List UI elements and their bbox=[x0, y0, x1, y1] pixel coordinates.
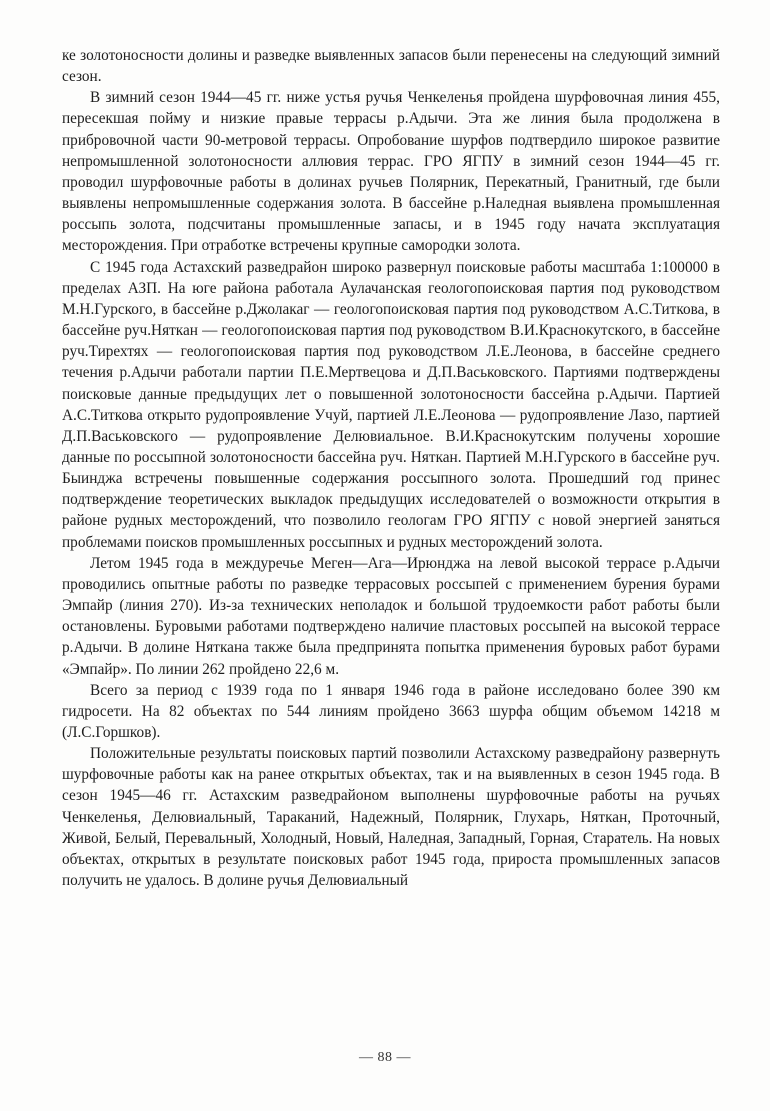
paragraph-search-works-1945: С 1945 года Астахский разведрайон широко развернул поисковые работы масштаба 1:100000 в пределах АЗП. На юге района работала Аулачанская геологопоисковая партия под руководством М.Н.Гурского, в бассейне р.Джолакаг — геологопоисковая партия под руководством А.С.Титкова, в бассейне руч.Няткан — геологопоисковая партия под руководством В.И.Краснокутского, в бассейне руч.Тирехтях — геологопоисковая партия под руководством Л.Е.Леонова, в бассейне среднего течения р.Адычи работали партии П.Е.Мертвецова и Д.П.Васьковского. Партиями подтверждены поисковые данные предыдущих лет о повышенной золотоносности бассейна р.Адычи. Партией А.С.Титкова открыто рудопроявление Учуй, партией Л.Е.Леонова — рудопроявление Лазо, партией Д.П.Васьковского — рудопроявление Делювиальное. В.И.Краснокутским получены хорошие данные по россыпной золотоносности бассейна руч. Няткан. Партией М.Н.Гурского в бассейне руч. Быинджа встречены повышенные содержания россыпного золота. Прошедший год принес подтверждение теоретических выкладок предыдущих исследователей о возможности открытия в районе рудных месторождений, что позволило геологам ГРО ЯГПУ с новой энергией заняться проблемами поисков промышленных россыпных и рудных месторождений золота. bbox=[62, 258, 720, 551]
paragraph-totals: Всего за период с 1939 года по 1 января 1946 года в районе исследовано более 390 км гидросети. На 82 объектах по 544 линиям пройдено 3663 шурфа общим объемом 14218 м (Л.С.Горшков). bbox=[62, 681, 720, 741]
paragraph-positive-results: Положительные результаты поисковых партий позволили Астахскому разведрайону развернуть шурфовочные работы как на ранее открытых объектах, так и на выявленных в сезон 1945 года. В сезон 1945—46 гг. Астахским разведрайоном выполнены шурфовочные работы на ручьях Ченкеленья, Делювиальный, Тараканий, Надежный, Полярник, Глухарь, Няткан, Проточный, Живой, Белый, Перевальный, Холодный, Новый, Наледная, Западный, Горная, Старатель. На новых объектах, открытых в результате поисковых работ 1945 года, прироста промышленных запасов получить не удалось. В долине ручья Делювиальный bbox=[62, 745, 720, 890]
paragraph-winter-season: В зимний сезон 1944—45 гг. ниже устья ручья Ченкеленья пройдена шурфовочная линия 455, пересекшая пойму и низкие правые террасы р.Адычи. Эта же линия была продолжена в прибровочной части 90-метровой террасы. Опробование шурфов подтвердило широкое развитие непромышленной золотоносности аллювия террас. ГРО ЯГПУ в зимний сезон 1944—45 гг. проводил шурфовочные работы в долинах ручьев Полярник, Перекатный, Гранитный, где были выявлены непромышленные содержания золота. В бассейне р.Наледная выявлена промышленная россыпь золота, подсчитаны промышленные запасы, и в 1945 году начата эксплуатация месторождения. При отработке встречены крупные самородки золота. bbox=[62, 89, 720, 255]
paragraph-continuation: ке золотоносности долины и разведке выявленных запасов были перенесены на следующий зимний сезон. bbox=[62, 47, 720, 86]
paragraph-summer-1945: Летом 1945 года в междуречье Меген—Ага—Ирюнджа на левой высокой террасе р.Адычи проводились опытные работы по разведке террасовых россыпей с применением бурения бурами Эмпайр (линия 270). Из-за технических неполадок и большой трудоемкости работ работы были остановлены. Буровыми работами подтверждено наличие пластовых россыпей на высокой террасе р.Адычи. В долине Няткана также была предпринята попытка применения буровых работ бурами «Эмпайр». По линии 262 пройдено 22,6 м. bbox=[62, 554, 720, 678]
page-number: — 88 — bbox=[359, 1050, 411, 1065]
body-text bbox=[62, 45, 720, 891]
